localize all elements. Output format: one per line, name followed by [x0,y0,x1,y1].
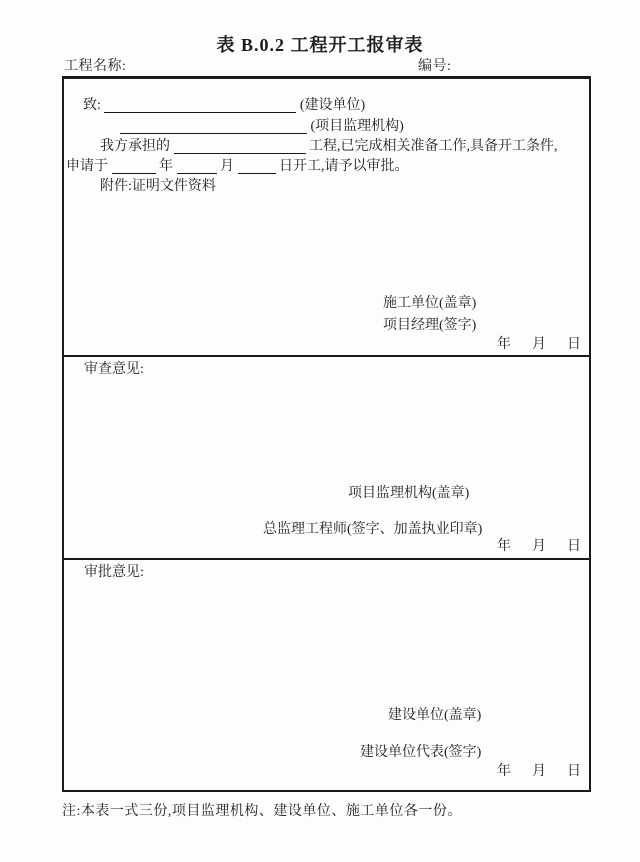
attachment-note: 附件:证明文件资料 [100,179,216,194]
contractor-seal-label: 施工单位(盖章) [383,296,477,311]
year-label: 年 [497,539,511,554]
contractor-date-line [497,336,581,353]
client-rep-sign-label: 建设单位代表(签字) [360,745,482,760]
approval-section [64,558,589,791]
supervision-org-line [120,118,404,135]
approval-date-line [497,763,581,780]
form-table [62,76,591,792]
day-label: 日 [567,337,581,352]
project-name-blank [174,139,306,154]
year-label: 年 [497,764,511,779]
project-name-label: 工程名称: [64,59,127,74]
to-label: 致: [83,98,101,113]
apply-date-line [66,158,409,175]
apply-day-suffix: 日开工,请予以审批。 [279,159,409,174]
day-label: 日 [567,539,581,554]
supervision-org-seal-label: 项目监理机构(盖章) [348,486,470,501]
month-label: 月 [532,337,546,352]
apply-prefix: 申请于 [66,159,108,174]
footer-note: 注:本表一式三份,项目监理机构、建设单位、施工单位各一份。 [62,804,462,819]
review-section [64,355,589,558]
year-label: 年 [159,159,173,174]
undertake-suffix: 工程,已完成相关准备工作,具备开工条件, [309,139,558,154]
year-label: 年 [497,337,511,352]
apply-day-blank [238,159,276,174]
form-title: 表 B.0.2 工程开工报审表 [216,35,424,55]
project-manager-sign-label: 项目经理(签字) [383,318,477,333]
month-label: 月 [532,764,546,779]
day-label: 日 [567,764,581,779]
chief-engineer-sign-label: 总监理工程师(签字、加盖执业印章) [263,522,483,537]
review-heading: 审查意见: [84,362,144,377]
application-section [64,79,589,355]
month-label: 月 [532,539,546,554]
construction-unit-suffix: (建设单位) [299,98,366,113]
supervision-org-suffix: (项目监理机构) [310,119,404,134]
construction-unit-blank [104,98,296,113]
apply-year-blank [112,159,156,174]
apply-month-blank [177,159,217,174]
to-line [83,97,365,114]
undertake-line [100,138,558,155]
review-date-line [497,538,581,555]
client-seal-label: 建设单位(盖章) [388,708,482,723]
month-label: 月 [220,159,234,174]
approval-heading: 审批意见: [84,565,144,580]
undertake-prefix: 我方承担的 [100,139,170,154]
supervision-org-blank [120,119,307,134]
doc-number-label: 编号: [418,59,452,74]
